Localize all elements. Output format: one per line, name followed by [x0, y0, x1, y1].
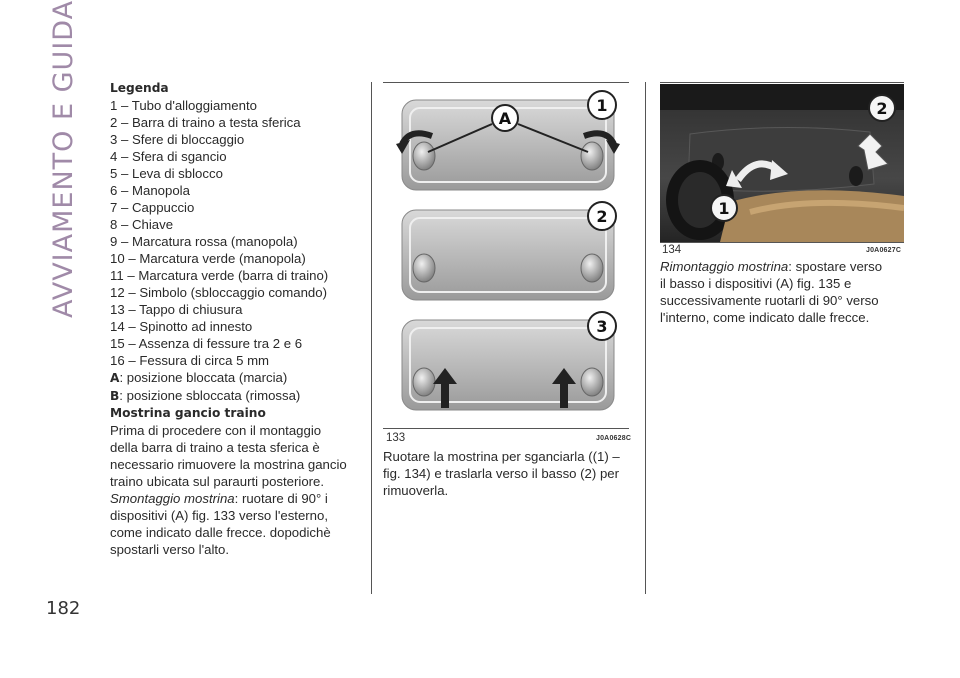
figure-134-photo — [660, 84, 904, 242]
callout-2: 2 — [876, 99, 888, 118]
body-line: della barra di traino a testa sferica è — [110, 440, 320, 455]
legend-item: 5 – Leva di sblocco — [110, 166, 223, 181]
callout-a: A — [498, 109, 512, 128]
body-line: successivamente ruotarli di 90° verso — [660, 293, 879, 308]
body-line: Ruotare la mostrina per sganciarla ((1) – — [383, 449, 620, 464]
state-b-key: B — [110, 389, 120, 403]
figure-133-illustration — [388, 86, 628, 412]
body-line — [660, 258, 905, 275]
refit-text: : spostare verso — [788, 259, 883, 274]
figure-133-code: J0A0628C — [596, 435, 632, 442]
legend-item: 9 – Marcatura rossa (manopola) — [110, 234, 298, 249]
state-a-line — [110, 369, 360, 387]
figure-134-code: J0A0627C — [866, 247, 902, 254]
body-line: necessario rimuovere la mostrina gancio — [110, 457, 347, 472]
callout-2: 2 — [596, 207, 608, 226]
column-divider — [645, 82, 646, 594]
body-line: spostarli verso l'alto. — [110, 542, 230, 557]
body-line: come indicato dalle frecce. dopodichè — [110, 525, 331, 540]
state-a-key: A — [110, 371, 120, 385]
legend-item: 13 – Tappo di chiusura — [110, 302, 243, 317]
removal-text: : ruotare di 90° i — [234, 491, 328, 506]
column-divider — [371, 82, 372, 594]
body-line: traino ubicata sul paraurti posteriore. — [110, 474, 325, 489]
body-line: rimuoverla. — [383, 483, 449, 498]
legend-column — [110, 80, 360, 558]
legend-title: Legenda — [110, 81, 169, 95]
section-heading: Mostrina gancio traino — [110, 406, 266, 420]
body-line: l'interno, come indicato dalle frecce. — [660, 310, 870, 325]
body-line — [110, 490, 360, 507]
callout-1: 1 — [596, 96, 608, 115]
legend-item: 8 – Chiave — [110, 217, 174, 232]
legend-item: 6 – Manopola — [110, 183, 190, 198]
legend-item: 12 – Simbolo (sbloccaggio comando) — [110, 285, 327, 300]
legend-item: 2 – Barra di traino a testa sferica — [110, 115, 301, 130]
figure-134-text — [660, 258, 905, 326]
figure-top-rule — [660, 82, 904, 83]
body-line: fig. 134) e traslarla verso il basso (2) per — [383, 466, 620, 481]
legend-item: 11 – Marcatura verde (barra di traino) — [110, 268, 329, 283]
legend-item: 7 – Cappuccio — [110, 200, 195, 215]
page-number: 182 — [46, 598, 81, 619]
callout-3: 3 — [596, 317, 608, 336]
refit-label: Rimontaggio mostrina — [660, 259, 789, 274]
figure-bottom-rule — [383, 428, 629, 429]
legend-list — [110, 97, 360, 369]
state-b-line — [110, 387, 360, 405]
figure-top-rule — [383, 82, 629, 83]
legend-item: 10 – Marcatura verde (manopola) — [110, 251, 306, 266]
figure-133-text — [383, 448, 633, 499]
legend-item: 4 – Sfera di sgancio — [110, 149, 227, 164]
legend-item: 15 – Assenza di fessure tra 2 e 6 — [110, 336, 303, 351]
legend-item: 16 – Fessura di circa 5 mm — [110, 353, 270, 368]
legend-item: 14 – Spinotto ad innesto — [110, 319, 253, 334]
callout-1: 1 — [718, 199, 730, 218]
body-line: dispositivi (A) fig. 133 verso l'esterno, — [110, 508, 329, 523]
body-line: il basso i dispositivi (A) fig. 135 e — [660, 276, 852, 291]
state-a-text: : posizione bloccata (marcia) — [119, 370, 288, 385]
cover-panel-2 — [402, 202, 616, 300]
legend-item: 3 – Sfere di bloccaggio — [110, 132, 245, 147]
figure-bottom-rule — [660, 242, 904, 243]
legend-item: 1 – Tubo d'alloggiamento — [110, 98, 257, 113]
body-line: Prima di procedere con il montaggio — [110, 423, 322, 438]
removal-label: Smontaggio mostrina — [110, 491, 235, 506]
figure-134-number: 134 — [662, 244, 682, 256]
figure-133-number: 133 — [386, 432, 406, 444]
chapter-side-title-text: AVVIAMENTO E GUIDA — [48, 0, 79, 318]
cover-panel-3 — [402, 312, 616, 410]
cover-panel-1 — [396, 91, 620, 190]
state-b-text: : posizione sbloccata (rimossa) — [119, 388, 301, 403]
